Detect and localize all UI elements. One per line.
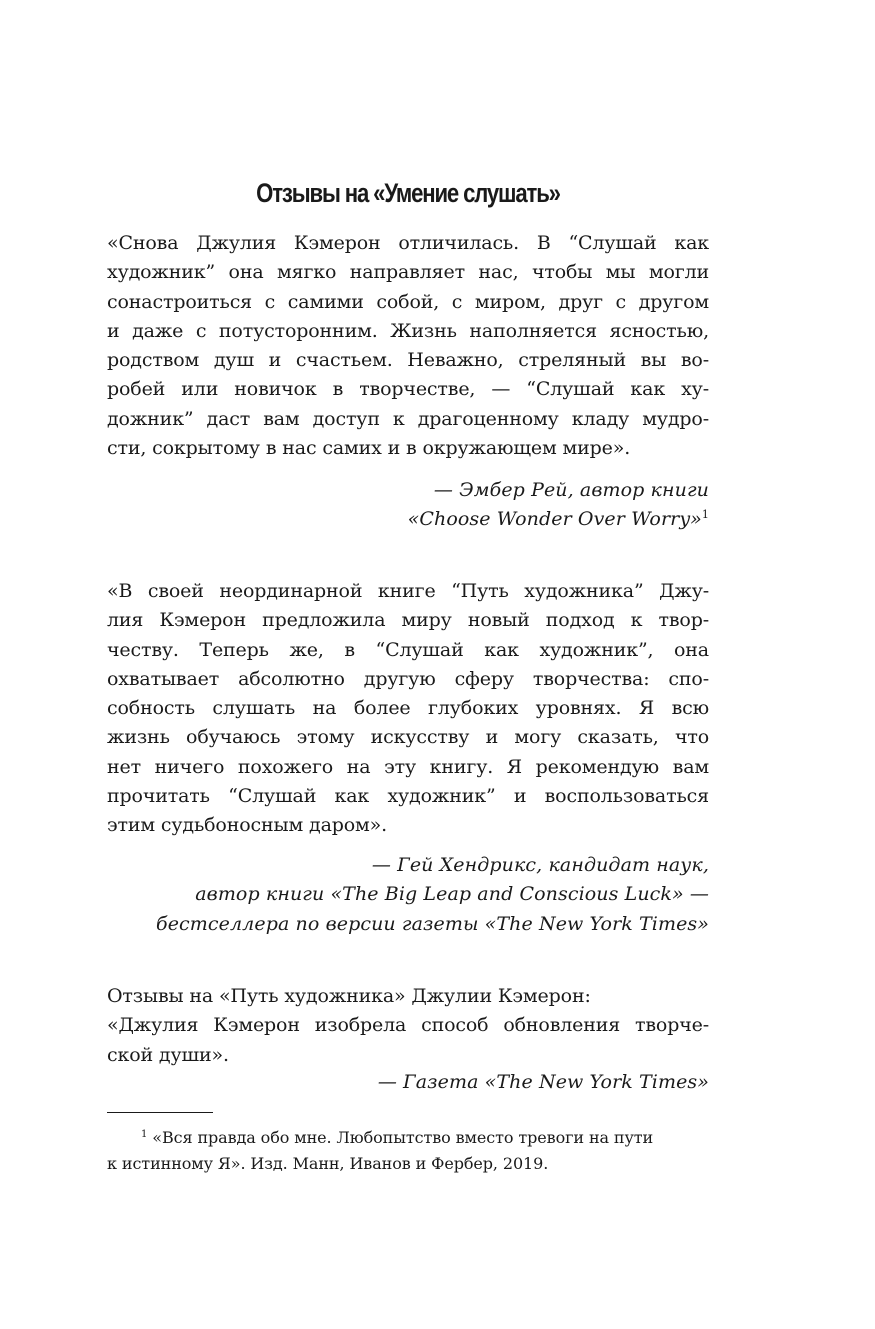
text-line: родством душ и счастьем. Неважно, стреляный вы во- (107, 349, 709, 372)
attribution-line: — Газета «The New York Times» (377, 1071, 709, 1093)
footnote-line (107, 1125, 709, 1151)
text-line: робей или новичок в творчестве, — “Слушай как ху- (107, 378, 709, 401)
text-line: собность слушать на более глубоких уровнях. Я всю (107, 697, 709, 720)
text-line: «В своей неординарной книге “Путь художника” Джу- (107, 580, 709, 602)
footnote-divider (107, 1112, 213, 1113)
text-line: жизнь обучаюсь этому искусству и могу сказать, что (107, 726, 709, 749)
review-2-attribution (89, 851, 709, 939)
attribution-line: бестселлера по версии газеты «The New York Times» (156, 912, 709, 935)
text-line: лия Кэмерон предложила миру новый подход к твор- (107, 609, 709, 632)
attribution-line (89, 505, 709, 534)
text-line: и даже с потусторонним. Жизнь наполняется ясностью, (107, 319, 709, 342)
page-title: Отзывы на «Умение слушать» (256, 178, 560, 208)
text-line: сти, сокрытому в нас самих и в окружающем мире». (107, 437, 631, 460)
text-line: «Джулия Кэмерон изобрела способ обновления творче- (107, 1014, 709, 1037)
review-1-text (107, 229, 709, 463)
text-line: охватывает абсолютно другую сферу творчества: спо- (107, 667, 709, 690)
text-line: сонастроиться с самими собой, с миром, друг с другом (107, 290, 709, 313)
text-line: ской души». (107, 1043, 229, 1066)
footnote-line-text: «Вся правда обо мне. Любопытство вместо тревоги на пути (152, 1128, 654, 1147)
attribution-line-text: «Choose Wonder Over Worry» (407, 508, 702, 531)
review-3-attribution (89, 1068, 709, 1097)
footnote (107, 1125, 709, 1176)
text-line: этим судьбоносным даром». (107, 814, 388, 837)
attribution-line: — Эмбер Рей, автор книги (433, 479, 709, 501)
footnote-reference: 1 (701, 508, 709, 522)
text-line: прочитать “Слушай как художник” и воспользоваться (107, 785, 709, 808)
attribution-line: автор книги «The Big Leap and Conscious Luck» — (195, 883, 709, 906)
text-line: нет ничего похожего на эту книгу. Я рекомендую вам (107, 755, 709, 778)
text-line: художник” она мягко направляет нас, чтобы мы могли (107, 261, 709, 284)
review-1-attribution (89, 476, 709, 535)
review-2-text (107, 577, 709, 841)
attribution-line: — Гей Хендрикс, кандидат наук, (371, 854, 709, 876)
text-line: честву. Теперь же, в “Слушай как художник”, она (107, 638, 709, 661)
book-page (107, 0, 709, 1329)
footnote-line: к истинному Я». Изд. Манн, Иванов и Фербер, 2019. (107, 1153, 549, 1173)
text-line: Отзывы на «Путь художника» Джулии Кэмерон: (107, 985, 591, 1007)
text-line: дожник” даст вам доступ к драгоценному кладу мудро- (107, 407, 709, 430)
footnote-marker: 1 (141, 1129, 148, 1140)
review-3-text (107, 982, 709, 1070)
text-line: «Снова Джулия Кэмерон отличилась. В “Слушай как (107, 232, 709, 254)
